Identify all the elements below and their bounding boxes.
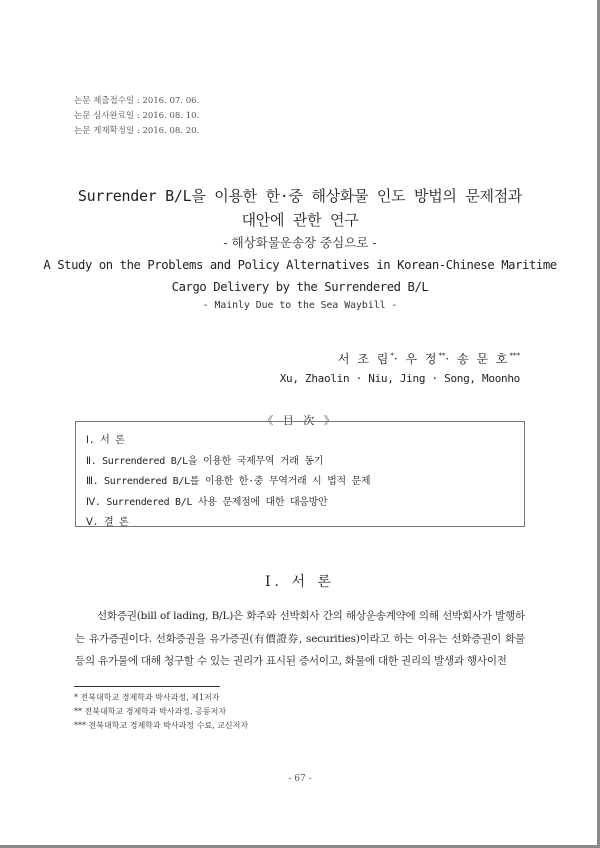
date-accepted: 논문 게재확정일 : 2016. 08. 20. (74, 126, 200, 136)
toc-item: Ⅰ. 서 론 (86, 435, 125, 446)
authors-korean (280, 346, 520, 369)
footnote: ** 전북대학교 경제학과 박사과정, 공동저자 (74, 707, 227, 716)
authors (280, 346, 520, 389)
body-text (75, 605, 525, 673)
author-2-mark: ** (438, 352, 446, 360)
page-number: - 67 - (288, 774, 312, 784)
english-title-line-2: Cargo Delivery by the Surrendered B/L (171, 280, 429, 294)
english-title-line-1: A Study on the Problems and Policy Alternatives in Korean-Chinese Maritime (43, 258, 557, 272)
footnotes (74, 691, 248, 733)
footnote: * 전북대학교 경제학과 박사과정, 제1저자 (74, 693, 220, 702)
date-reviewed: 논문 심사완료일 : 2016. 08. 10. (74, 111, 200, 121)
toc-heading: 《 目 次 》 (262, 414, 338, 427)
section-heading: Ⅰ. 서 론 (265, 574, 335, 590)
english-subtitle: - Mainly Due to the Sea Waybill - (202, 300, 398, 311)
table-of-contents (75, 421, 525, 527)
korean-title-line-1: Surrender B/L을 이용한 한·중 해상화물 인도 방법의 문제점과 (77, 187, 523, 205)
author-2-name: · 우 정 (393, 352, 439, 366)
body-paragraph: 선화증권(bill of lading, B/L)은 화주와 선박회사 간의 해상운송계약에 의해 선박회사가 발행하는 유가증권이다. 선화증권을 유가증권(有價證券, securities)이라고 하는 이유는 선화증권이 화물 등의 유가물에 대해 청구할 수 있는 권리가 표시된 증서이고, 화물에 대한 권리의 발생과 행사이전 (75, 610, 525, 667)
date-submitted: 논문 제출접수일 : 2016. 07. 06. (74, 96, 200, 106)
authors-english: Xu, Zhaolin · Niu, Jing · Song, Moonho (279, 372, 520, 385)
korean-subtitle: - 해상화물운송장 중심으로 - (223, 235, 377, 250)
footnote: *** 전북대학교 경제학과 박사과정 수료, 교신저자 (74, 721, 249, 730)
submission-dates (74, 94, 199, 139)
author-1-name: 서 조 림 (337, 352, 391, 366)
author-3-name: · 송 문 호 (445, 352, 510, 366)
toc-item: Ⅴ. 결 론 (86, 517, 129, 528)
footnote-divider (74, 686, 220, 687)
author-3-mark: *** (509, 352, 520, 360)
title-block (0, 184, 600, 314)
korean-title-line-2: 대안에 관한 연구 (241, 211, 359, 229)
author-1-mark: * (390, 352, 394, 360)
toc-item: Ⅳ. Surrendered B/L 사용 문제점에 대한 대응방안 (86, 496, 328, 508)
toc-item: Ⅲ. Surrendered B/L를 이용한 한·중 무역거래 시 법적 문제 (86, 476, 371, 487)
toc-item: Ⅱ. Surrendered B/L을 이용한 국제무역 거래 동기 (86, 455, 324, 467)
